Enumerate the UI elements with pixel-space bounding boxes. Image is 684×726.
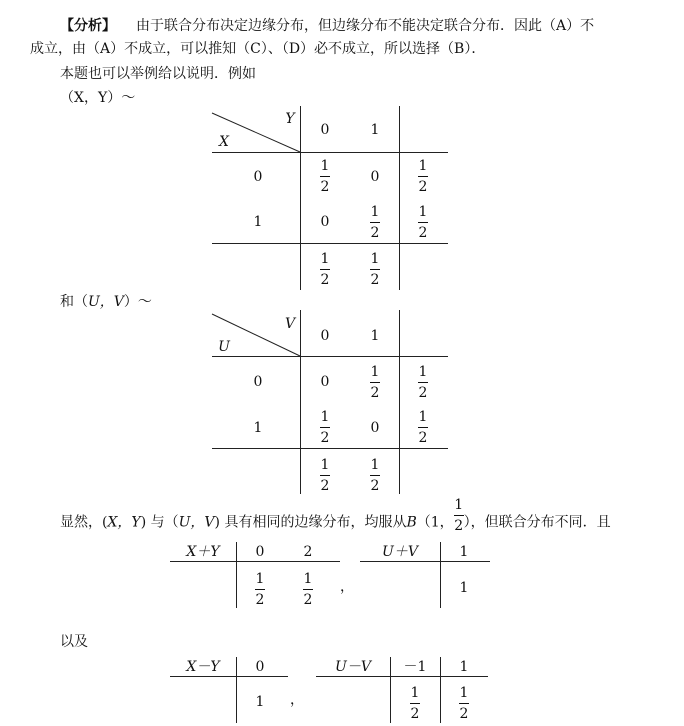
- table1-cell-0-0: $\frac{1}{2}$: [320, 158, 330, 195]
- diff-separator-comma: ，: [290, 692, 304, 708]
- diff-uv-prob-1: $\frac{1}{2}$: [459, 685, 469, 722]
- table2-cell-0-0: 0: [320, 374, 330, 390]
- table1-row-header-0: 0: [253, 169, 263, 185]
- table1-col-marginal-1: $\frac{1}{2}$: [370, 251, 380, 288]
- xy-distribution-label: （X，Y）～: [60, 90, 136, 106]
- table2-cell-1-1: 0: [370, 420, 380, 436]
- table1-col-marginal-0: $\frac{1}{2}$: [320, 251, 330, 288]
- table2-cell-1-0: $\frac{1}{2}$: [320, 409, 330, 446]
- table1-row-marginal-1: $\frac{1}{2}$: [418, 204, 428, 241]
- table2-col-header-1: 1: [370, 328, 380, 344]
- analysis-label: 【分析】: [60, 18, 116, 34]
- example-intro: 本题也可以举例给以说明．例如: [60, 66, 256, 82]
- sum-uv-prob-0: 1: [459, 580, 469, 596]
- table2-row-header-0: 0: [253, 374, 263, 390]
- diff-uv-value-1: 1: [459, 659, 469, 675]
- table2-col-header-0: 0: [320, 328, 330, 344]
- sum-separator-comma: ，: [340, 579, 354, 595]
- diff-xy-prob-0: 1: [255, 694, 265, 710]
- sum-uv-value-0: 1: [459, 544, 469, 560]
- analysis-text-line1: 由于联合分布决定边缘分布，但边缘分布不能决定联合分布．因此（A）不: [136, 18, 595, 34]
- diff-uv-value-0: －1: [403, 659, 427, 675]
- uv-distribution-label: 和（U，V）～: [60, 294, 152, 310]
- table1-row-marginal-0: $\frac{1}{2}$: [418, 158, 428, 195]
- sum-xy-value-0: 0: [255, 544, 265, 560]
- table1-col-header-0: 0: [320, 122, 330, 138]
- diff-xy-header: X－Y: [186, 659, 220, 675]
- table2-col-var: V: [284, 316, 296, 332]
- table2-row-marginal-1: $\frac{1}{2}$: [418, 409, 428, 446]
- table1-cell-1-0: 0: [320, 214, 330, 230]
- table2-row-var: U: [218, 339, 230, 355]
- sum-xy-prob-0: $\frac{1}{2}$: [255, 571, 265, 608]
- table1-row-var: X: [219, 134, 229, 150]
- analysis-text-line2: 成立，由（A）不成立，可以推知（C）、（D）必不成立，所以选择（B）．: [30, 41, 486, 57]
- diff-uv-prob-0: $\frac{1}{2}$: [410, 685, 420, 722]
- table1-cell-0-1: 0: [370, 169, 380, 185]
- sum-xy-value-1: 2: [303, 544, 313, 560]
- sum-uv-header: U＋V: [382, 544, 418, 560]
- table2-row-marginal-0: $\frac{1}{2}$: [418, 364, 428, 401]
- table2-col-marginal-1: $\frac{1}{2}$: [370, 457, 380, 494]
- conclusion-fraction: $\frac{1}{2}$: [454, 497, 464, 534]
- table2-col-marginal-0: $\frac{1}{2}$: [320, 457, 330, 494]
- also-label: 以及: [60, 634, 88, 650]
- table1-cell-1-1: $\frac{1}{2}$: [370, 204, 380, 241]
- table1-row-header-1: 1: [253, 214, 263, 230]
- conclusion-text: 显然，(X，Y) 与（U，V) 具有相同的边缘分布，均服从B（1， $\frac{1}{2}$ ），但联合分布不同．且: [60, 497, 611, 534]
- table2-row-header-1: 1: [253, 420, 263, 436]
- table2-cell-0-1: $\frac{1}{2}$: [370, 364, 380, 401]
- sum-xy-header: X＋Y: [186, 544, 220, 560]
- diff-uv-header: U－V: [335, 659, 371, 675]
- table1-col-header-1: 1: [370, 122, 380, 138]
- sum-xy-prob-1: $\frac{1}{2}$: [303, 571, 313, 608]
- diff-xy-value-0: 0: [255, 659, 265, 675]
- table1-col-var: Y: [285, 111, 295, 127]
